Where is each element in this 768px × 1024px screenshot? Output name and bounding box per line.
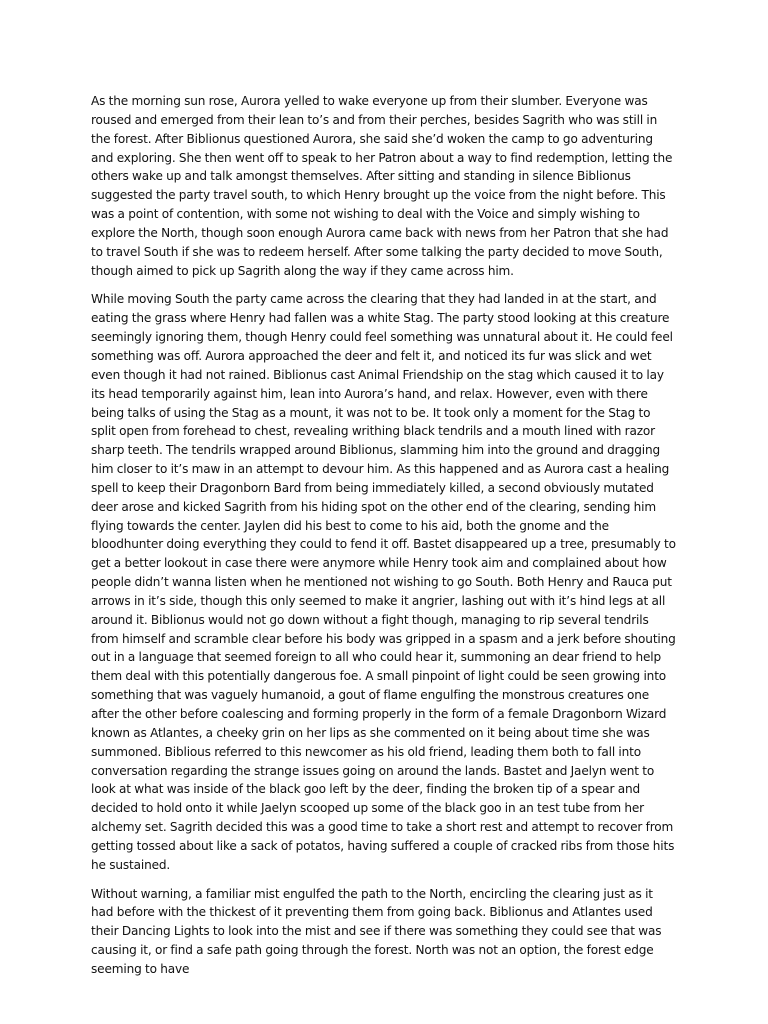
- paragraph-mist: Without warning, a familiar mist engulfed the path to the North, encircling the clearing just as it had before with the thickest of it preventing them from going back. Biblionus and Atlantes used their Dancing Lights to look into the mist and see if there was something they could see that was causing it, or find a safe path going through the forest. North was not an option, the forest edge seeming to have: [91, 886, 662, 976]
- paragraph-morning: As the morning sun rose, Aurora yelled to wake everyone up from their slumber. Everyone was roused and emerged from their lean to’s and from their perches, besides Sagrith who was still in the forest. After Biblionus questioned Aurora, she said she’d woken the camp to go adventuring and exploring. She then went off to speak to her Patron about a way to find redemption, letting the others wake up and talk amongst themselves. After sitting and standing in silence Biblionus suggested the party travel south, to which Henry brought up the voice from the night before. This was a point of contention, with some not wishing to deal with the Voice and simply wishing to explore the North, though soon enough Aurora came back with news from her Patron that she had to travel South if she was to redeem herself. After some talking the party decided to move South, though aimed to pick up Sagrith along the way if they came across him.: [91, 94, 673, 278]
- paragraph-stag-battle: While moving South the party came across the clearing that they had landed in at the start, and eating the grass where Henry had fallen was a white Stag. The party stood looking at this creature seemingly ignoring them, though Henry could feel something was unnatural about it. He could feel something was off. Aurora approached the deer and felt it, and noticed its fur was slick and wet even though it had not rained. Biblionus cast Animal Friendship on the stag which caused it to lay its head temporarily against him, lean into Aurora’s hand, and relax. However, even with there being talks of using the Stag as a mount, it was not to be. It took only a moment for the Stag to split open from forehead to chest, revealing writhing black tendrils and a mouth lined with razor sharp teeth. The tendrils wrapped around Biblionus, slamming him into the ground and dragging him closer to it’s maw in an attempt to devour him. As this happened and as Aurora cast a healing spell to keep their Dragonborn Bard from being immediately killed, a second obviously mutated deer arose and kicked Sagrith from his hiding spot on the other end of the clearing, sending him flying towards the center. Jaylen did his best to come to his aid, both the gnome and the bloodhunter doing everything they could to fend it off. Bastet disappeared up a tree, presumably to get a better lookout in case there were anymore while Henry took aim and complained about how people didn’t wanna listen when he mentioned not wishing to go South. Both Henry and Rauca put arrows in it’s side, though this only seemed to make it angrier, lashing out with it’s hind legs at all around it. Biblionus would not go down without a fight though, managing to rip several tendrils from himself and scramble clear before his body was gripped in a spasm and a jerk before shouting out in a language that seemed foreign to all who could hear it, summoning an dear friend to help them deal with this potentially dangerous foe. A small pinpoint of light could be seen growing into something that was vaguely humanoid, a gout of flame engulfing the monstrous creatures one after the other before coalescing and forming properly in the form of a female Dragonborn Wizard known as Atlantes, a cheeky grin on her lips as she commented on it being about time she was summoned. Biblious referred to this newcomer as his old friend, leading them both to fall into conversation regarding the strange issues going on around the lands. Bastet and Jaelyn went to look at what was inside of the black goo left by the deer, finding the broken tip of a spear and decided to hold onto it while Jaelyn scooped up some of the black goo in an test tube from her alchemy set. Sagrith decided this was a good time to take a short rest and attempt to recover from getting tossed about like a sack of potatos, having suffered a couple of cracked ribs from those hits he sustained.: [91, 292, 676, 872]
